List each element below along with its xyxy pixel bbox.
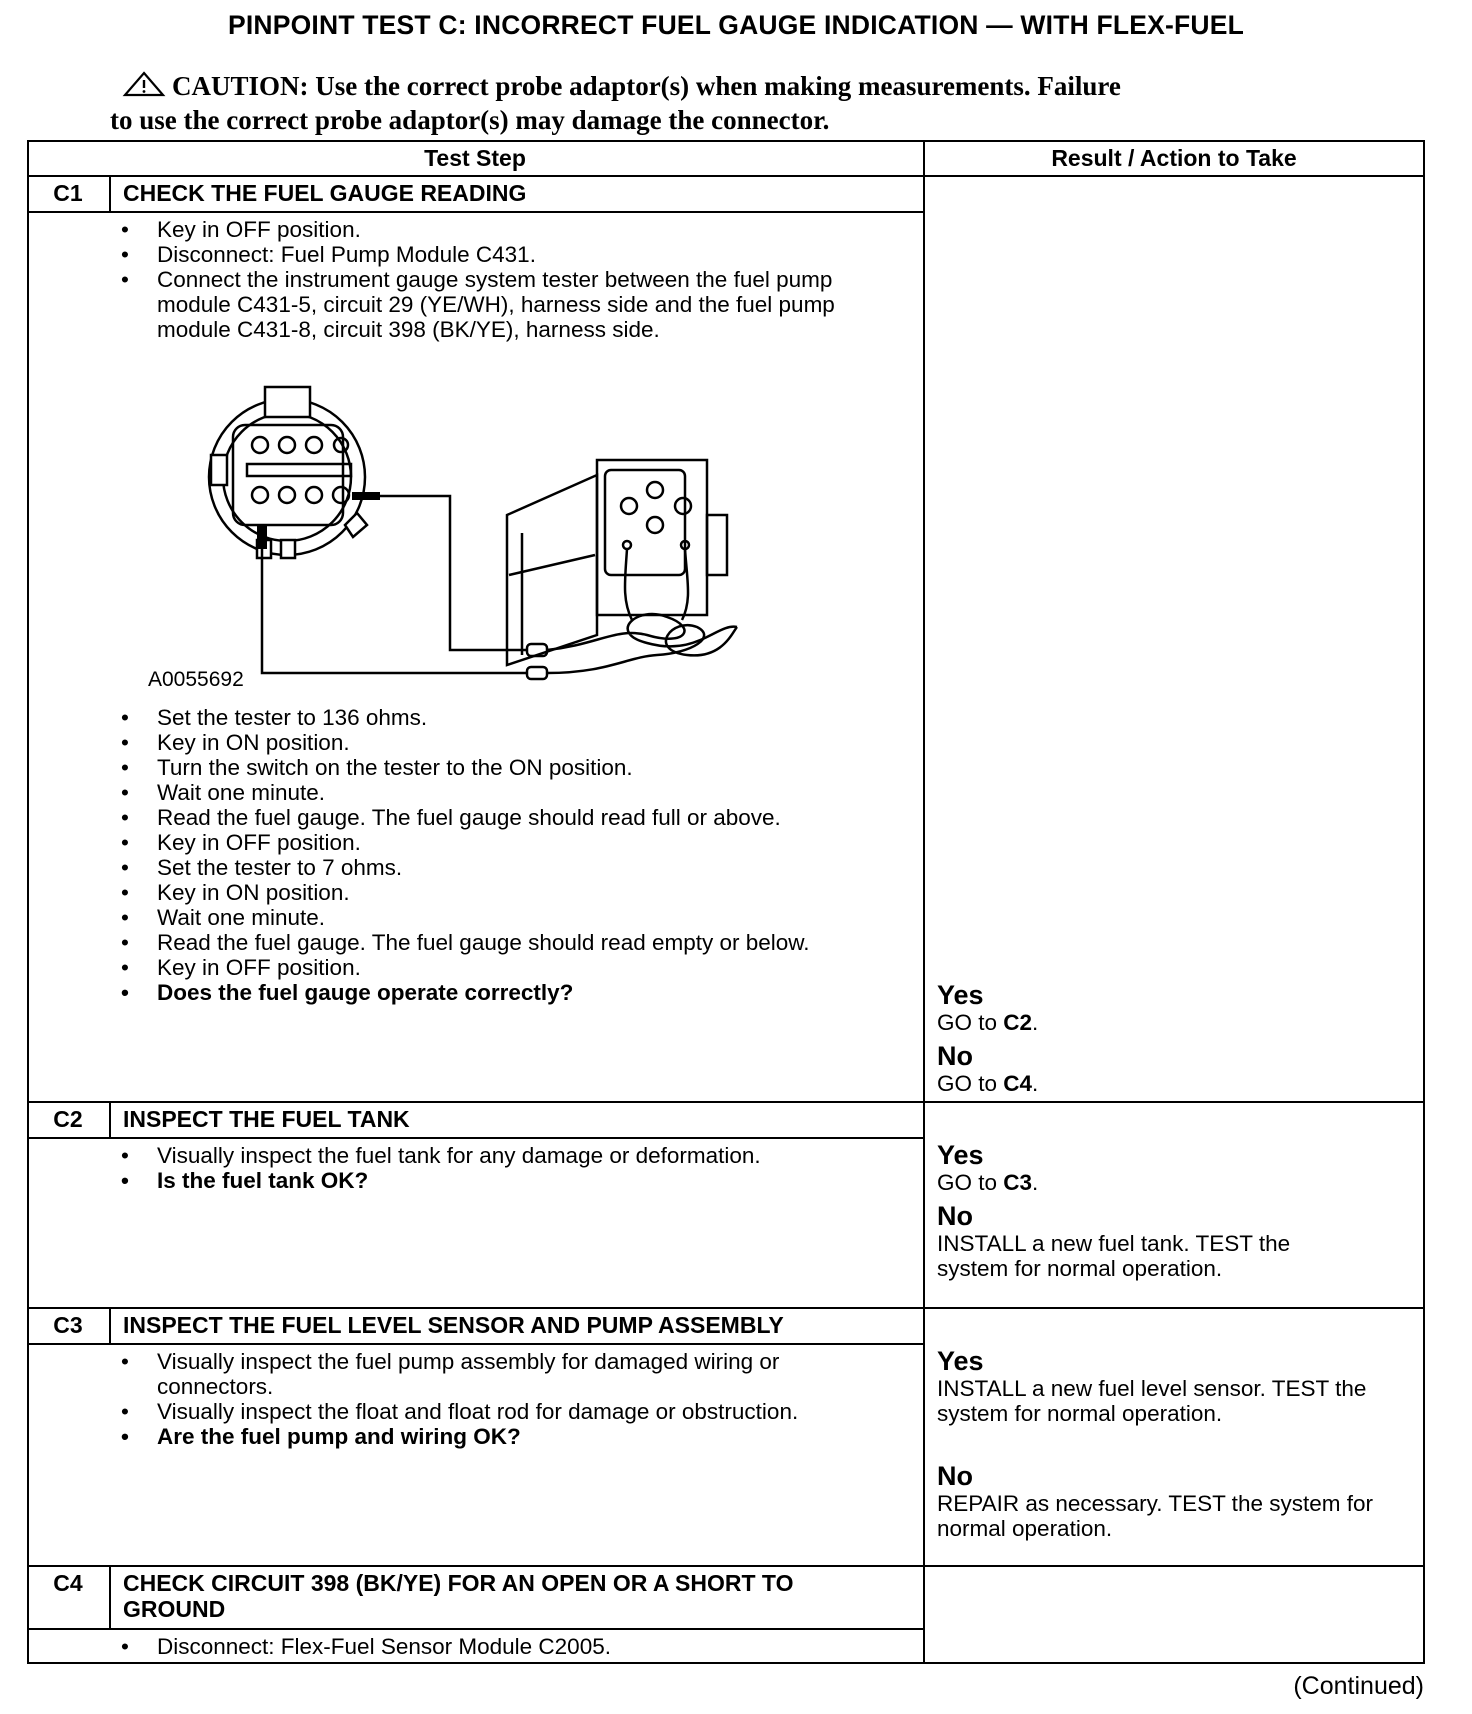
list-item: • Key in OFF position. (121, 955, 891, 980)
step-c4-bullets (121, 1634, 901, 1659)
list-item-question: • Are the fuel pump and wiring OK? (121, 1424, 911, 1449)
list-item: • Set the tester to 136 ohms. (121, 705, 891, 730)
list-item: • Visually inspect the fuel pump assembly for damaged wiring or connectors. (121, 1349, 911, 1399)
step-title-c2: INSPECT THE FUEL TANK (123, 1106, 410, 1132)
result-no-label: No (937, 1461, 973, 1491)
list-item-question: • Does the fuel gauge operate correctly? (121, 980, 891, 1005)
connector-tester-diagram (177, 365, 767, 715)
test-step-table (27, 140, 1425, 1664)
goto-c3-link[interactable]: C3 (1003, 1170, 1033, 1195)
list-item: • Connect the instrument gauge system tester between the fuel pump module C431-5, circuit 29 (YE/WH), harness side and the fuel pump module C431-8, circuit 398 (BK/YE), harness side. (121, 267, 891, 342)
caution-note (110, 70, 1340, 136)
result-yes-label: Yes (937, 1346, 984, 1376)
column-header-result: Result / Action to Take (1051, 145, 1297, 171)
step-c3-bullets (121, 1349, 911, 1449)
step-c1-bullets-a (121, 217, 891, 342)
result-yes-action: INSTALL a new fuel level sensor. TEST the system for normal operation. (937, 1376, 1367, 1426)
list-item: • Visually inspect the fuel tank for any damage or deformation. (121, 1143, 901, 1168)
list-item: • Disconnect: Flex-Fuel Sensor Module C2005. (121, 1634, 901, 1659)
goto-c4-link[interactable]: C4 (1003, 1071, 1033, 1096)
list-item: • Read the fuel gauge. The fuel gauge should read empty or below. (121, 930, 891, 955)
result-c2: Yes GO to C3. No INSTALL a new fuel tank. TEST the system for normal operation. (937, 1140, 1407, 1281)
list-item: • Key in ON position. (121, 880, 891, 905)
figure-id: A0055692 (148, 668, 244, 691)
result-yes-label: Yes (937, 980, 984, 1010)
list-item: • Set the tester to 7 ohms. (121, 855, 891, 880)
result-no-label: No (937, 1201, 973, 1231)
list-item: • Visually inspect the float and float rod for damage or obstruction. (121, 1399, 911, 1424)
warning-triangle-icon (122, 71, 166, 104)
list-item: • Turn the switch on the tester to the ON position. (121, 755, 891, 780)
page-title: PINPOINT TEST C: INCORRECT FUEL GAUGE INDICATION — WITH FLEX-FUEL (227, 10, 1245, 40)
result-no-action: INSTALL a new fuel tank. TEST the system for normal operation. (937, 1231, 1291, 1281)
caution-line-1: CAUTION: Use the correct probe adaptor(s) when making measurements. Failure (172, 71, 1121, 101)
result-c3 (937, 1346, 1407, 1541)
list-item: • Key in OFF position. (121, 217, 891, 242)
result-yes-label: Yes (937, 1140, 984, 1170)
list-item: • Wait one minute. (121, 905, 891, 930)
step-number-c4: C4 (53, 1570, 83, 1596)
list-item: • Wait one minute. (121, 780, 891, 805)
step-number-c2: C2 (53, 1106, 83, 1132)
result-no-label: No (937, 1041, 973, 1071)
column-header-test-step: Test Step (424, 145, 526, 171)
caution-line-2: to use the correct probe adaptor(s) may damage the connector. (110, 105, 830, 135)
result-no-action: REPAIR as necessary. TEST the system for normal operation. (937, 1491, 1373, 1541)
list-item-question: • Is the fuel tank OK? (121, 1168, 901, 1193)
result-c1: Yes GO to C2. No GO to C4. (937, 980, 1407, 1096)
list-item: • Key in OFF position. (121, 830, 891, 855)
step-number-c3: C3 (53, 1312, 83, 1338)
step-number-c1: C1 (53, 180, 83, 206)
list-item: • Disconnect: Fuel Pump Module C431. (121, 242, 891, 267)
step-title-c1: CHECK THE FUEL GAUGE READING (123, 180, 527, 206)
step-c2-bullets (121, 1143, 901, 1193)
list-item: • Read the fuel gauge. The fuel gauge should read full or above. (121, 805, 891, 830)
continued-note: (Continued) (1293, 1672, 1424, 1700)
step-title-c3: INSPECT THE FUEL LEVEL SENSOR AND PUMP ASSEMBLY (123, 1312, 784, 1338)
goto-c2-link[interactable]: C2 (1003, 1010, 1033, 1035)
step-c1-bullets-b (121, 705, 891, 1005)
step-title-c4: CHECK CIRCUIT 398 (BK/YE) FOR AN OPEN OR A SHORT TO GROUND (123, 1570, 794, 1622)
list-item: • Key in ON position. (121, 730, 891, 755)
